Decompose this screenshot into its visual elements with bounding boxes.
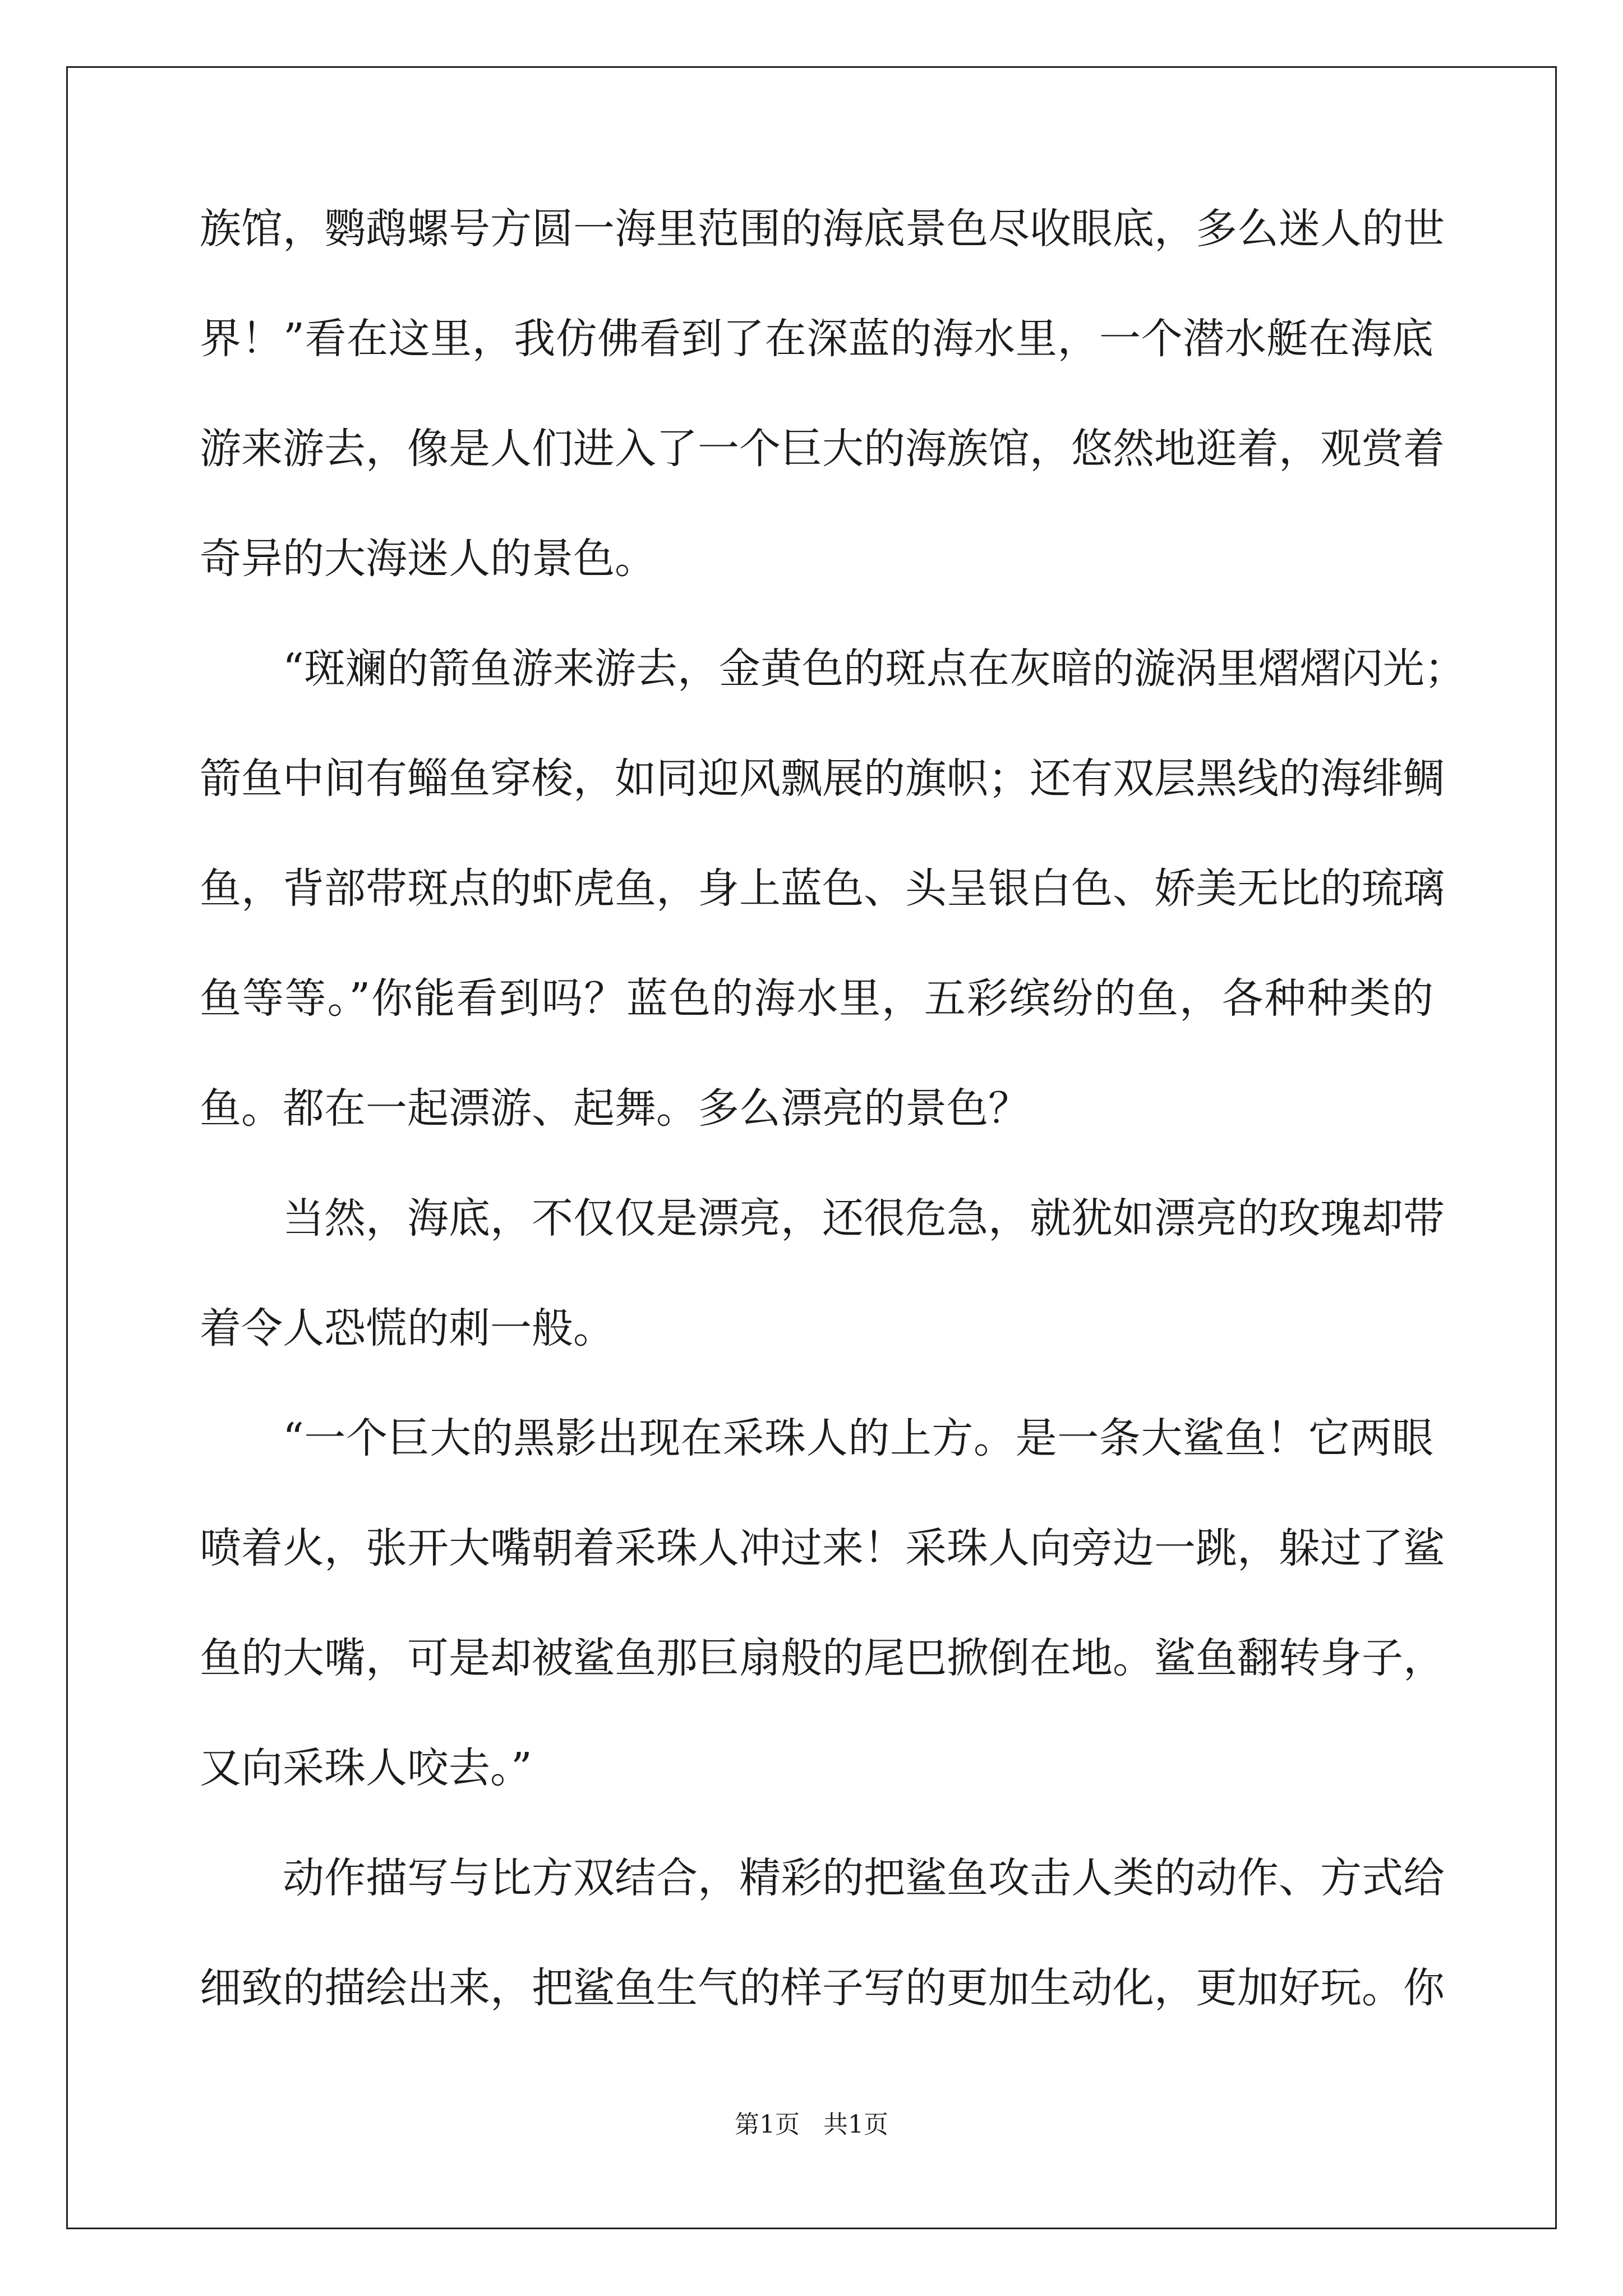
document-body (200, 202, 1466, 2071)
paragraph-first-line: “一个巨大的黑影出现在采珠人的上方。是一条大鲨鱼！它两眼 (283, 1414, 1433, 1462)
text-line: 箭鱼中间有鲻鱼穿梭，如同迎风飘展的旗帜；还有双层黑线的海绯鲷 (200, 754, 1445, 803)
text-line: 喷着火，张开大嘴朝着采珠人冲过来！采珠人向旁边一跳，躲过了鲨 (200, 1524, 1445, 1572)
text-line: 又向采珠人咬去。” (200, 1744, 532, 1792)
page-total: 共1页 (823, 2110, 888, 2139)
page-footer (0, 2109, 1623, 2141)
text-line: 族馆，鹦鹉螺号方圆一海里范围的海底景色尽收眼底，多么迷人的世 (200, 205, 1445, 253)
text-line: 细致的描绘出来，把鲨鱼生气的样子写的更加生动化，更加好玩。你 (200, 1964, 1445, 2012)
text-line: 鱼的大嘴，可是却被鲨鱼那巨扇般的尾巴掀倒在地。鲨鱼翻转身子， (200, 1634, 1445, 1682)
paragraph-first-line: 当然，海底，不仅仅是漂亮，还很危急，就犹如漂亮的玫瑰却带 (283, 1194, 1445, 1243)
footer-spacer (800, 2110, 823, 2139)
paragraph-first-line: “斑斓的箭鱼游来游去，金黄色的斑点在灰暗的漩涡里熠熠闪光； (283, 645, 1466, 693)
text-line: 鱼等等。”你能看到吗？蓝色的海水里，五彩缤纷的鱼，各种种类的 (200, 974, 1433, 1023)
text-line: 鱼。都在一起漂游、起舞。多么漂亮的景色？ (200, 1084, 1030, 1133)
text-line: 游来游去，像是人们进入了一个巨大的海族馆，悠然地逛着，观赏着 (200, 425, 1445, 473)
text-line: 奇异的大海迷人的景色。 (200, 535, 656, 583)
text-line: 着令人恐慌的刺一般。 (200, 1304, 615, 1352)
text-line: 鱼，背部带斑点的虾虎鱼，身上蓝色、头呈银白色、娇美无比的琉璃 (200, 864, 1445, 913)
paragraph-first-line: 动作描写与比方双结合，精彩的把鲨鱼攻击人类的动作、方式给 (283, 1854, 1445, 1902)
page-number: 第1页 (735, 2110, 800, 2139)
text-line: 界！”看在这里，我仿佛看到了在深蓝的海水里，一个潜水艇在海底 (200, 315, 1433, 363)
